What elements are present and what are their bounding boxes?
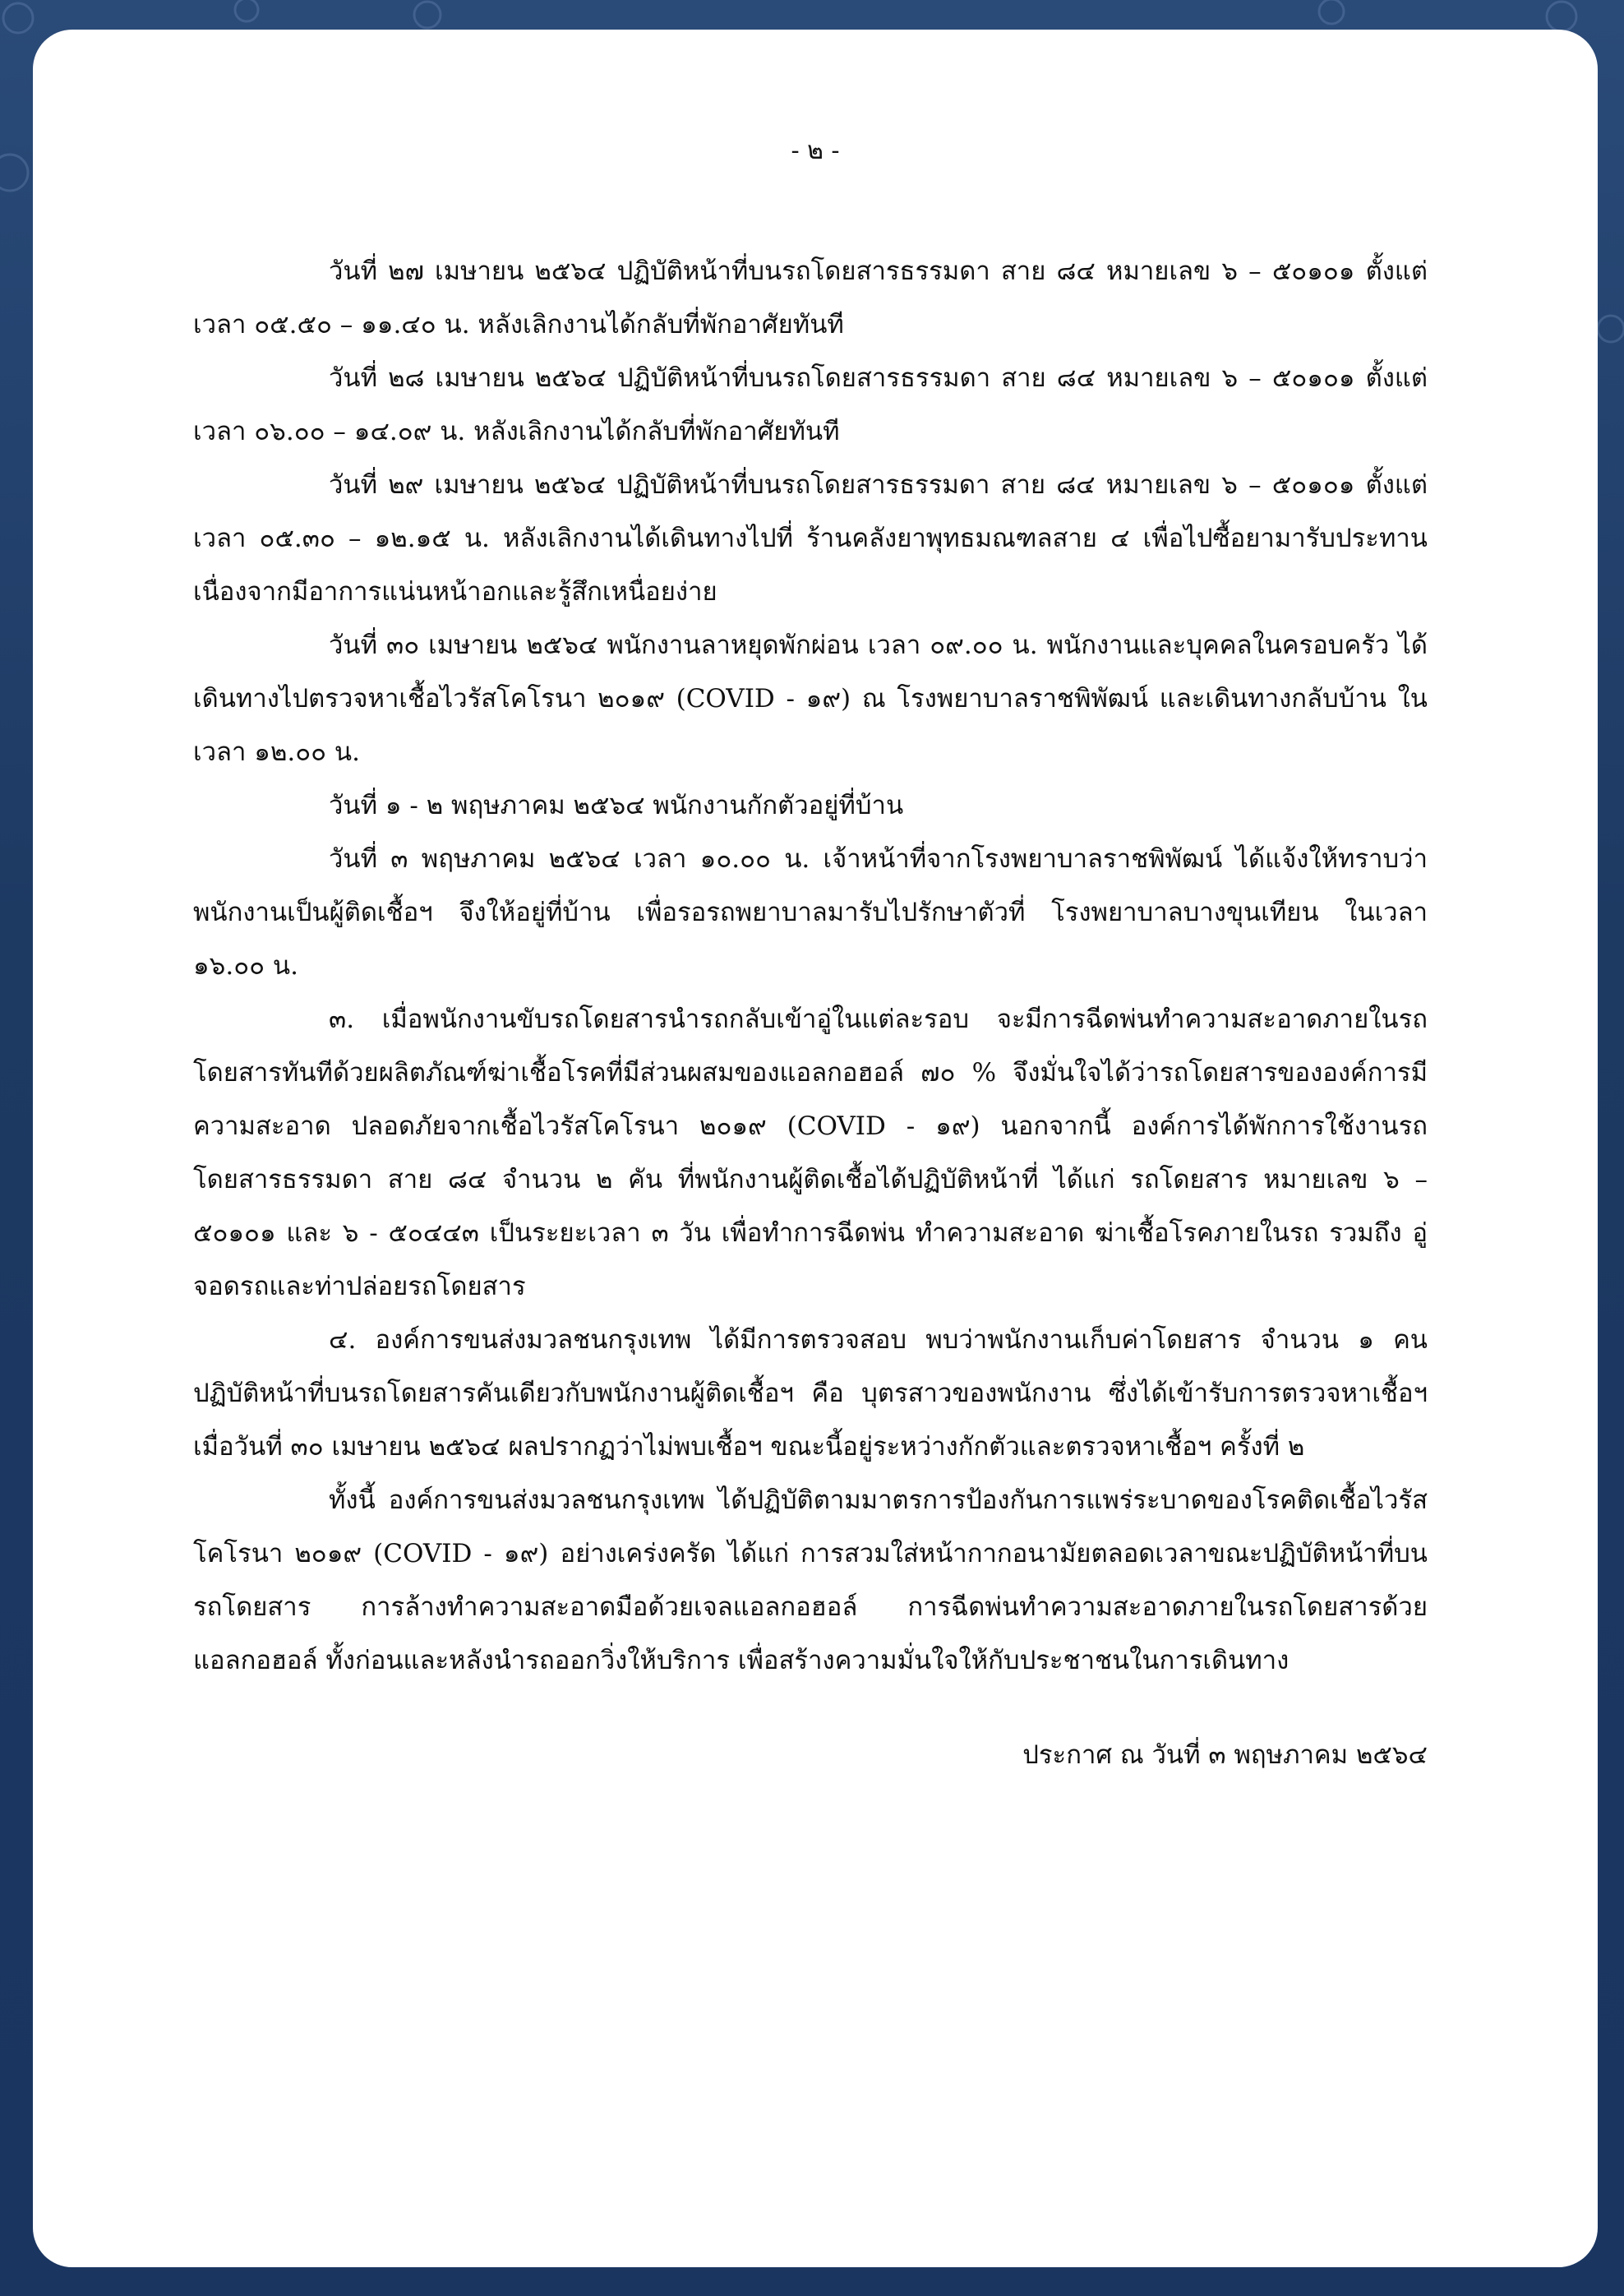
paragraph-april-27: วันที่ ๒๗ เมษายน ๒๕๖๔ ปฏิบัติหน้าที่บนรถโดยสารธรรมดา สาย ๘๔ หมายเลข ๖ – ๕๐๑๐๑ ตั้งแต่เวลา ๐๕.๕๐ – ๑๑.๔๐ น. หลังเลิกงานได้กลับที่พักอาศัยทันที [193,256,1428,340]
paragraph-may-3: วันที่ ๓ พฤษภาคม ๒๕๖๔ เวลา ๑๐.๐๐ น. เจ้าหน้าที่จากโรงพยาบาลราชพิพัฒน์ ได้แจ้งให้ทราบว่า พนักงานเป็นผู้ติดเชื้อฯ จึงให้อยู่ที่บ้าน เพื่อรอรถพยาบาลมารับไปรักษาตัวที่ โรงพยาบาลบางขุนเทียน ในเวลา ๑๖.๐๐ น. [193,844,1428,981]
paragraph-conclusion: ทั้งนี้ องค์การขนส่งมวลชนกรุงเทพ ได้ปฏิบัติตามมาตรการป้องกันการแพร่ระบาดของโรคติดเชื้อไวรัสโคโรนา ๒๐๑๙ (COVID - ๑๙) อย่างเคร่งครัด ได้แก่ การสวมใส่หน้ากากอนามัยตลอดเวลาขณะปฏิบัติหน้าที่บนรถโดยสาร การล้างทำความสะอาดมือด้วยเจลแอลกอฮอล์ การฉีดพ่นทำความสะอาดภายในรถโดยสารด้วยแอลกอฮอล์ ทั้งก่อนและหลังนำรถออกวิ่งให้บริการ เพื่อสร้างความมั่นใจให้กับประชาชนในการเดินทาง [193,1485,1428,1675]
page-number: - ๒ - [791,136,840,165]
document-body [193,245,1428,1688]
paragraph-april-29: วันที่ ๒๙ เมษายน ๒๕๖๔ ปฏิบัติหน้าที่บนรถโดยสารธรรมดา สาย ๘๔ หมายเลข ๖ – ๕๐๑๐๑ ตั้งแต่เวลา ๐๕.๓๐ – ๑๒.๑๕ น. หลังเลิกงานได้เดินทางไปที่ ร้านคลังยาพุทธมณฑลสาย ๔ เพื่อไปซื้อยามารับประทาน เนื่องจากมีอาการแน่นหน้าอกและรู้สึกเหนื่อยง่าย [193,470,1428,607]
paragraph-may-1-2: วันที่ ๑ - ๒ พฤษภาคม ๒๕๖๔ พนักงานกักตัวอยู่ที่บ้าน [329,791,904,820]
paragraph-item-4: ๔. องค์การขนส่งมวลชนกรุงเทพ ได้มีการตรวจสอบ พบว่าพนักงานเก็บค่าโดยสาร จำนวน ๑ คน ปฏิบัติหน้าที่บนรถโดยสารคันเดียวกับพนักงานผู้ติดเชื้อฯ คือ บุตรสาวของพนักงาน ซึ่งได้เข้ารับการตรวจหาเชื้อฯ เมื่อวันที่ ๓๐ เมษายน ๒๕๖๔ ผลปรากฏว่าไม่พบเชื้อฯ ขณะนี้อยู่ระหว่างกักตัวและตรวจหาเชื้อฯ ครั้งที่ ๒ [193,1325,1428,1462]
paragraph-april-28: วันที่ ๒๘ เมษายน ๒๕๖๔ ปฏิบัติหน้าที่บนรถโดยสารธรรมดา สาย ๘๔ หมายเลข ๖ – ๕๐๑๐๑ ตั้งแต่เวลา ๐๖.๐๐ – ๑๔.๐๙ น. หลังเลิกงานได้กลับที่พักอาศัยทันที [193,363,1428,446]
announcement-date: ประกาศ ณ วันที่ ๓ พฤษภาคม ๒๕๖๔ [1022,1740,1428,1770]
paragraph-april-30: วันที่ ๓๐ เมษายน ๒๕๖๔ พนักงานลาหยุดพักผ่อน เวลา ๐๙.๐๐ น. พนักงานและบุคคลในครอบครัว ได้เดินทางไปตรวจหาเชื้อไวรัสโคโรนา ๒๐๑๙ (COVID - ๑๙) ณ โรงพยาบาลราชพิพัฒน์ และเดินทางกลับบ้าน ในเวลา ๑๒.๐๐ น. [193,631,1428,767]
document-page [33,30,1598,2267]
paragraph-item-3: ๓. เมื่อพนักงานขับรถโดยสารนำรถกลับเข้าอู่ในแต่ละรอบ จะมีการฉีดพ่นทำความสะอาดภายในรถโดยสารทันทีด้วยผลิตภัณฑ์ฆ่าเชื้อโรคที่มีส่วนผสมของแอลกอฮอล์ ๗๐ % จึงมั่นใจได้ว่ารถโดยสารขององค์การมีความสะอาด ปลอดภัยจากเชื้อไวรัสโคโรนา ๒๐๑๙ (COVID - ๑๙) นอกจากนี้ องค์การได้พักการใช้งานรถโดยสารธรรมดา สาย ๘๔ จำนวน ๒ คัน ที่พนักงานผู้ติดเชื้อได้ปฏิบัติหน้าที่ ได้แก่ รถโดยสาร หมายเลข ๖ – ๕๐๑๐๑ และ ๖ - ๕๐๔๔๓ เป็นระยะเวลา ๓ วัน เพื่อทำการฉีดพ่น ทำความสะอาด ฆ่าเชื้อโรคภายในรถ รวมถึง อู่จอดรถและท่าปล่อยรถโดยสาร [193,1005,1428,1301]
